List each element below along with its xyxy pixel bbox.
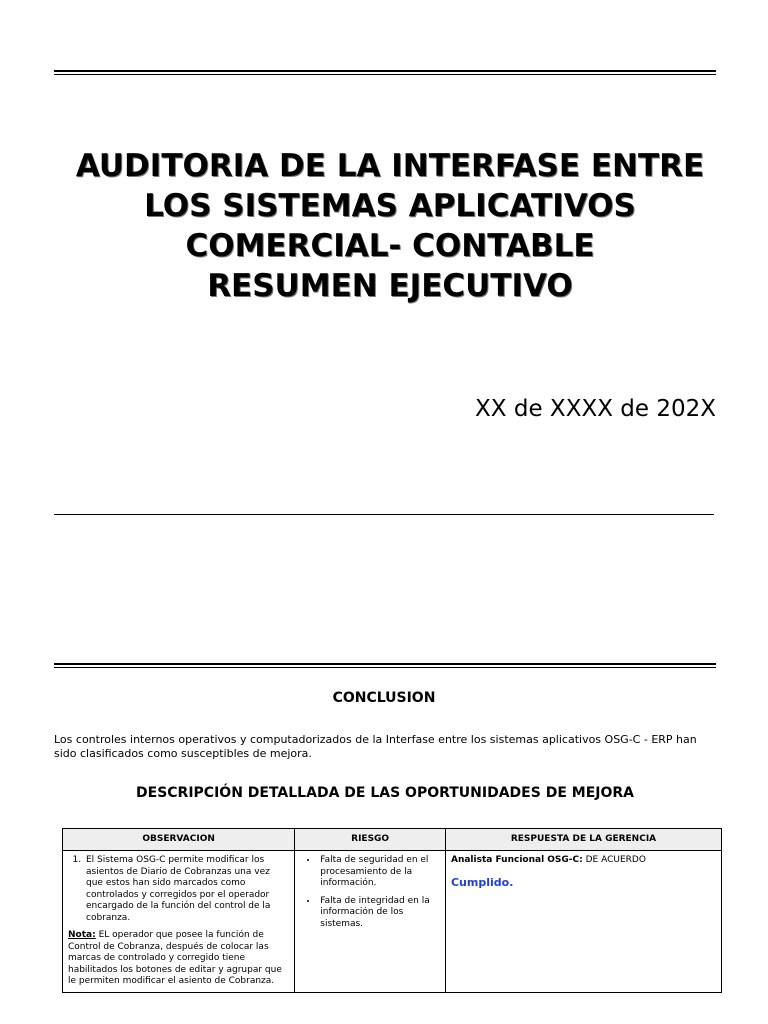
- table-row: [63, 851, 722, 993]
- title-line: LOS SISTEMAS APLICATIVOS: [144, 188, 636, 224]
- note-label: Nota:: [68, 930, 96, 940]
- note-text: EL operador que posee la función de Control de Cobranza, después de colocar las marcas de controlado y corregido tiene habilitados los botones de editar y agrupar que le permiten modificar el asiento de Cobranza.: [68, 930, 282, 986]
- column-header-respuesta: RESPUESTA DE LA GERENCIA: [445, 829, 721, 851]
- top-double-rule: [54, 70, 716, 76]
- title-line: COMERCIAL- CONTABLE: [185, 228, 595, 264]
- section-divider: [54, 514, 714, 515]
- column-header-observacion: OBSERVACION: [63, 829, 295, 851]
- title-line: AUDITORIA DE LA INTERFASE ENTRE: [75, 148, 705, 184]
- document-title: [40, 146, 740, 306]
- observation-cell: [63, 851, 295, 993]
- observation-note: [68, 930, 289, 988]
- conclusion-heading: CONCLUSION: [332, 690, 436, 706]
- description-heading: DESCRIPCIÓN DETALLADA DE LAS OPORTUNIDADES DE MEJORA: [136, 785, 634, 801]
- response-label: Analista Funcional OSG-C:: [450, 855, 583, 865]
- document-date: XX de XXXX de 202X: [475, 396, 716, 422]
- observation-list: [68, 855, 289, 924]
- response-line: [451, 855, 716, 867]
- response-status: Cumplido.: [450, 875, 514, 889]
- observations-table: [62, 828, 722, 993]
- table-header-row: [63, 829, 722, 851]
- response-cell: [445, 851, 721, 993]
- risk-item: • Falta de integridad en la información de los sistemas.: [318, 896, 440, 931]
- risk-item: • Falta de seguridad en el procesamiento de la información.: [318, 855, 440, 890]
- column-header-riesgo: RIESGO: [295, 829, 446, 851]
- risk-cell: [295, 851, 446, 993]
- conclusion-double-rule: [54, 663, 716, 669]
- conclusion-text: Los controles internos operativos y computadorizados de la Interfase entre los sistemas aplicativos OSG-C - ERP han sido clasificados como susceptibles de mejora.: [54, 733, 697, 760]
- title-line: RESUMEN EJECUTIVO: [207, 268, 573, 304]
- observation-item: 1. El Sistema OSG-C permite modificar los asientos de Diario de Cobranzas una vez que estos han sido marcados como controlados y corregidos por el operador encargado de la función del control de la cobranza.: [84, 855, 289, 924]
- risk-list: [300, 855, 440, 930]
- response-text: DE ACUERDO: [582, 855, 646, 865]
